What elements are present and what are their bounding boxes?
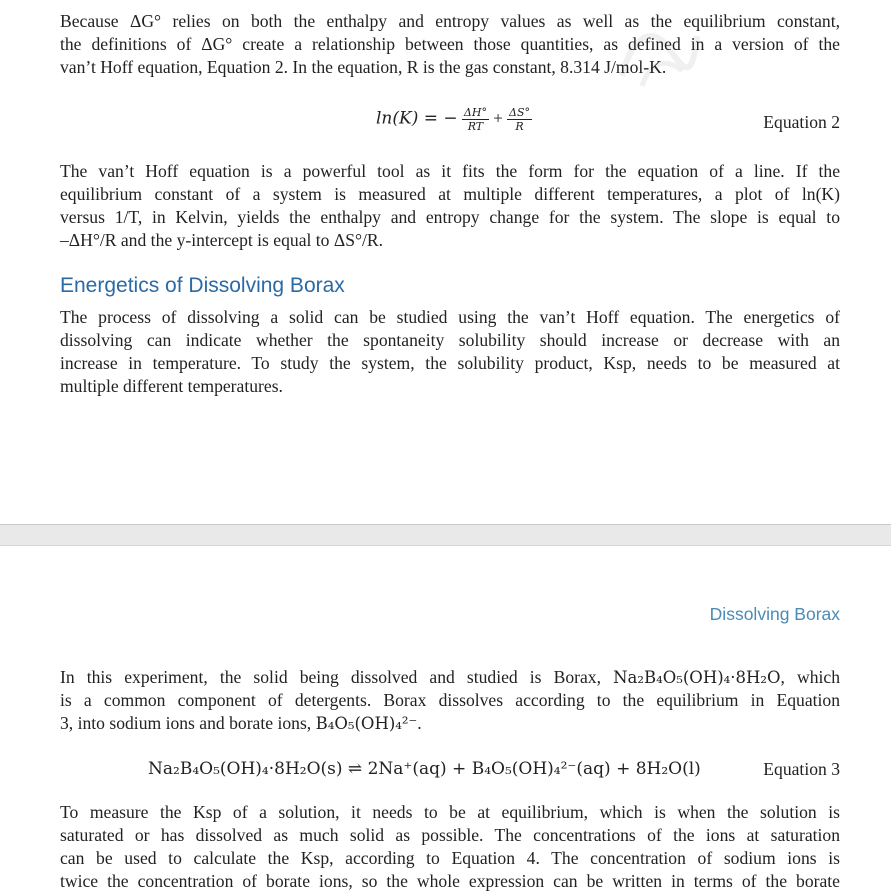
ksp-line-4: twice the concentration of borate ions, so the whole expression can be written in terms of the borate <box>60 871 840 891</box>
equation-2-fraction-entropy <box>507 106 532 133</box>
equation-3-label: Equation 3 <box>763 759 840 779</box>
intro-line-2: the definitions of ΔG° create a relationship between those quantities, as defined in a version of the <box>60 34 840 54</box>
ksp-line-3: can be used to calculate the Ksp, according to Equation 4. The concentration of sodium ions is <box>60 848 840 868</box>
fraction-enthalpy-numerator: ΔH° <box>463 106 487 119</box>
ksp-line-2: saturated or has dissolved as much solid as possible. The concentrations of the ions at saturation <box>60 825 840 845</box>
equation-3 <box>60 757 840 797</box>
borax-intro-line-1 <box>60 666 840 689</box>
equation-2 <box>60 104 840 144</box>
fraction-enthalpy-denominator: RT <box>467 120 484 133</box>
intro-line-1: Because ΔG° relies on both the enthalpy and entropy values as well as the equilibrium constant, <box>60 11 840 31</box>
energetics-line-4: multiple different temperatures. <box>60 376 283 396</box>
borate-ion-formula: B₄O₅(OH)₄²⁻ <box>315 714 418 733</box>
vant-hoff-paragraph <box>60 160 840 252</box>
borax-intro-line-2: is a common component of detergents. Borax dissolves according to the equilibrium in Equation <box>60 690 840 710</box>
ksp-line-1: To measure the Ksp of a solution, it needs to be at equilibrium, which is when the solution is <box>60 802 840 822</box>
energetics-line-2: dissolving can indicate whether the spontaneity solubility should increase or decrease with an <box>60 330 840 350</box>
page-2 <box>0 546 891 896</box>
section-heading-energetics: Energetics of Dissolving Borax <box>60 274 345 297</box>
equation-2-fraction-enthalpy <box>462 106 489 133</box>
borax-intro-line-3 <box>60 712 840 735</box>
equation-2-formula <box>376 106 532 133</box>
fraction-entropy-denominator: R <box>515 120 524 133</box>
ksp-paragraph <box>60 801 840 893</box>
vant-hoff-line-3: versus 1/T, in Kelvin, yields the enthalpy and entropy change for the system. The slope is equal to <box>60 207 840 227</box>
running-head: Dissolving Borax <box>709 604 840 624</box>
fraction-entropy-numerator: ΔS° <box>509 106 531 119</box>
borax-line-1-text: In this experiment, the solid being dissolved and studied is Borax, <box>60 667 601 687</box>
vant-hoff-line-2: equilibrium constant of a system is measured at multiple different temperatures, a plot of ln(K) <box>60 184 840 204</box>
energetics-line-1: The process of dissolving a solid can be studied using the van’t Hoff equation. The energetics of <box>60 307 840 327</box>
borax-line-3-tail: . <box>417 713 422 733</box>
equation-2-plus: + <box>493 108 503 128</box>
energetics-line-3: increase in temperature. To study the system, the solubility product, Ksp, needs to be measured at <box>60 353 840 373</box>
energetics-paragraph <box>60 306 840 398</box>
vant-hoff-line-1: The van’t Hoff equation is a powerful tool as it fits the form for the equation of a line. If the <box>60 161 840 181</box>
intro-line-3: van’t Hoff equation, Equation 2. In the equation, R is the gas constant, 8.314 J/mol-K. <box>60 57 667 77</box>
borax-line-3-text: 3, into sodium ions and borate ions, <box>60 713 312 733</box>
equation-2-label: Equation 2 <box>763 112 840 132</box>
borax-intro-paragraph <box>60 666 840 735</box>
borax-formula: Na₂B₄O₅(OH)₄·8H₂O <box>613 668 781 687</box>
equation-2-lhs: ln(K) = − <box>376 108 458 129</box>
equation-3-reaction: Na₂B₄O₅(OH)₄·8H₂O(s) ⇌ 2Na⁺(aq) + B₄O₅(OH)₄²⁻(aq) + 8H₂O(l) <box>148 759 701 779</box>
vant-hoff-line-4: –ΔH°/R and the y-intercept is equal to ΔS°/R. <box>60 230 384 250</box>
intro-paragraph <box>60 10 840 79</box>
page-separator <box>0 524 891 546</box>
borax-line-1-tail: , which <box>780 667 841 687</box>
